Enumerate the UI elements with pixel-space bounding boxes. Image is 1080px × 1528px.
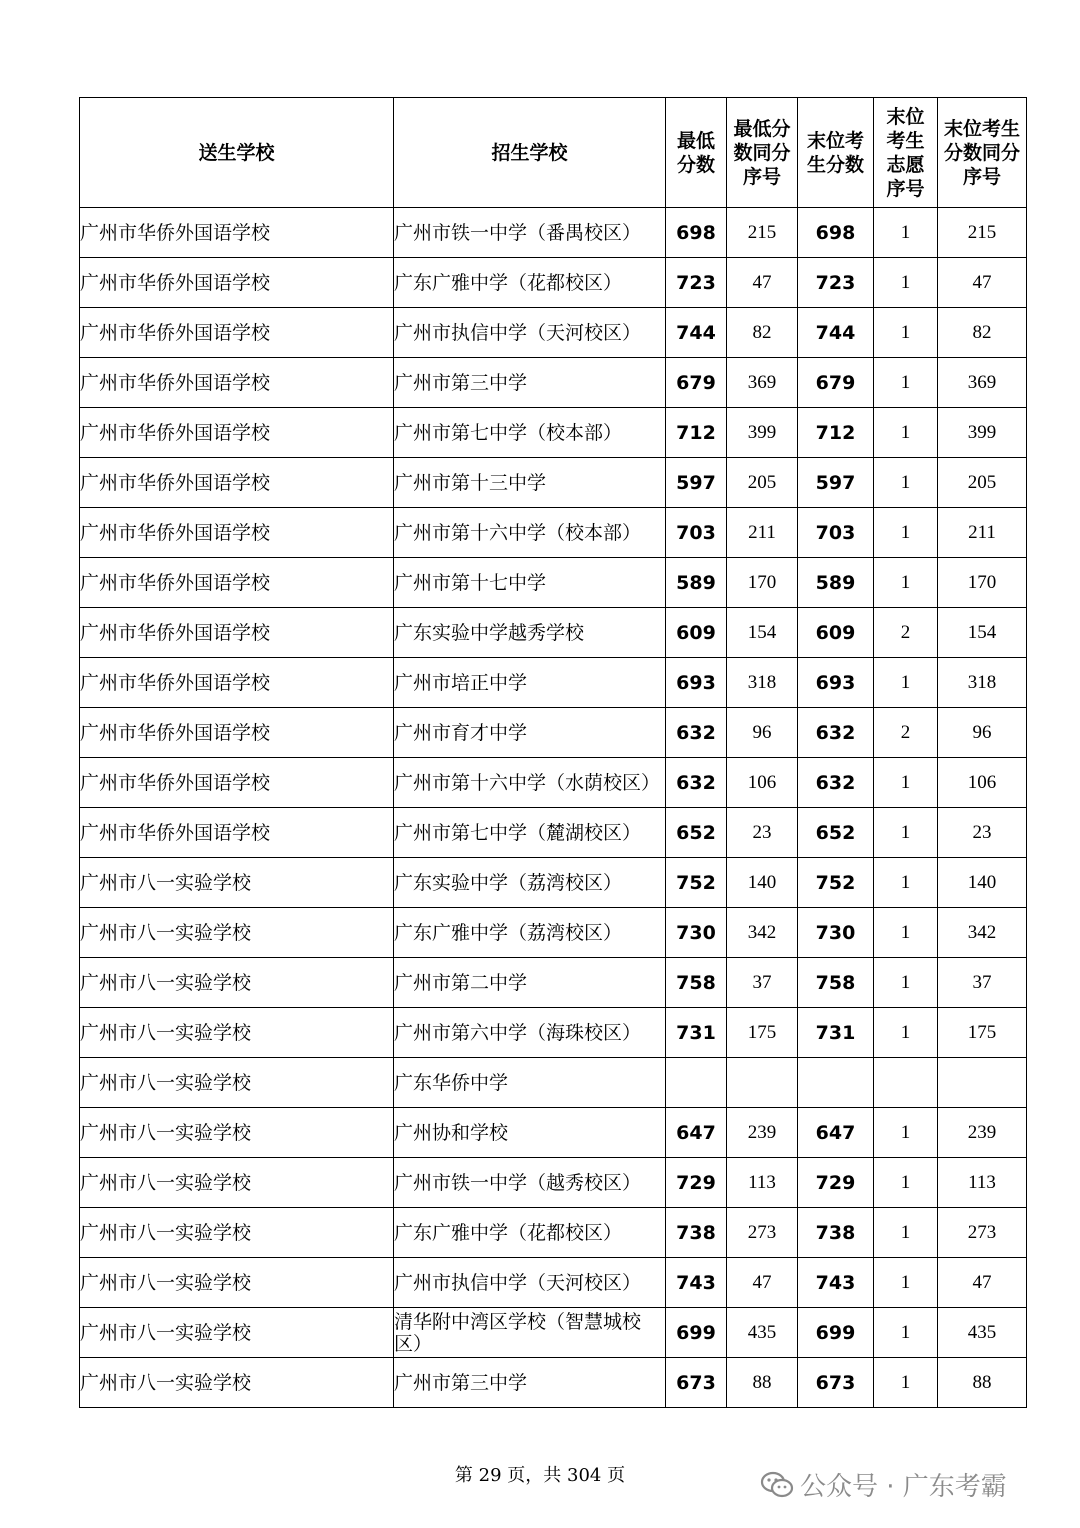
sending-school-cell: 广州市华侨外国语学校 bbox=[80, 208, 394, 258]
table-row bbox=[80, 858, 1027, 908]
table-row bbox=[80, 908, 1027, 958]
score-cell: 693 bbox=[798, 658, 874, 708]
score-cell: 2 bbox=[874, 608, 938, 658]
score-cell: 82 bbox=[727, 308, 798, 358]
column-header: 送生学校 bbox=[80, 98, 394, 208]
score-cell: 1 bbox=[874, 258, 938, 308]
table-row bbox=[80, 558, 1027, 608]
score-cell: 729 bbox=[666, 1158, 727, 1208]
sending-school-cell: 广州市八一实验学校 bbox=[80, 1358, 394, 1408]
sending-school-cell: 广州市八一实验学校 bbox=[80, 1008, 394, 1058]
score-cell: 435 bbox=[938, 1308, 1027, 1358]
sending-school-cell: 广州市华侨外国语学校 bbox=[80, 458, 394, 508]
sending-school-cell: 广州市八一实验学校 bbox=[80, 1208, 394, 1258]
score-cell: 211 bbox=[727, 508, 798, 558]
table-row bbox=[80, 458, 1027, 508]
score-cell: 1 bbox=[874, 1358, 938, 1408]
score-cell: 731 bbox=[798, 1008, 874, 1058]
table-row bbox=[80, 608, 1027, 658]
score-cell: 738 bbox=[666, 1208, 727, 1258]
score-cell: 632 bbox=[666, 708, 727, 758]
score-cell: 1 bbox=[874, 208, 938, 258]
sending-school-cell: 广州市华侨外国语学校 bbox=[80, 408, 394, 458]
table-row bbox=[80, 1158, 1027, 1208]
score-cell: 47 bbox=[938, 258, 1027, 308]
score-cell: 679 bbox=[666, 358, 727, 408]
wechat-icon bbox=[760, 1470, 794, 1500]
score-cell: 1 bbox=[874, 1108, 938, 1158]
score-cell: 47 bbox=[727, 1258, 798, 1308]
score-cell: 731 bbox=[666, 1008, 727, 1058]
score-cell: 37 bbox=[727, 958, 798, 1008]
score-cell bbox=[938, 1058, 1027, 1108]
admitting-school-cell: 广州市第十七中学 bbox=[394, 558, 666, 608]
score-cell: 273 bbox=[727, 1208, 798, 1258]
score-cell bbox=[727, 1058, 798, 1108]
score-cell: 435 bbox=[727, 1308, 798, 1358]
score-cell: 744 bbox=[798, 308, 874, 358]
score-cell bbox=[666, 1058, 727, 1108]
score-cell: 318 bbox=[938, 658, 1027, 708]
table-row bbox=[80, 1358, 1027, 1408]
admitting-school-cell: 广东广雅中学（荔湾校区） bbox=[394, 908, 666, 958]
admitting-school-cell: 广州市第三中学 bbox=[394, 1358, 666, 1408]
admitting-school-cell: 广州市第十三中学 bbox=[394, 458, 666, 508]
score-cell: 647 bbox=[798, 1108, 874, 1158]
score-cell: 1 bbox=[874, 758, 938, 808]
sending-school-cell: 广州市华侨外国语学校 bbox=[80, 708, 394, 758]
score-cell: 2 bbox=[874, 708, 938, 758]
admission-table bbox=[79, 97, 1027, 1408]
table-row bbox=[80, 1008, 1027, 1058]
sending-school-cell: 广州市华侨外国语学校 bbox=[80, 558, 394, 608]
sending-school-cell: 广州市华侨外国语学校 bbox=[80, 658, 394, 708]
score-cell: 632 bbox=[666, 758, 727, 808]
score-cell: 113 bbox=[727, 1158, 798, 1208]
sending-school-cell: 广州市华侨外国语学校 bbox=[80, 608, 394, 658]
score-cell: 758 bbox=[798, 958, 874, 1008]
table-row bbox=[80, 508, 1027, 558]
score-cell: 318 bbox=[727, 658, 798, 708]
admitting-school-cell: 广州市第二中学 bbox=[394, 958, 666, 1008]
score-cell: 211 bbox=[938, 508, 1027, 558]
score-cell: 1 bbox=[874, 1258, 938, 1308]
table-row bbox=[80, 1058, 1027, 1108]
admitting-school-cell: 广州市第十六中学（校本部） bbox=[394, 508, 666, 558]
table-row bbox=[80, 958, 1027, 1008]
score-cell: 1 bbox=[874, 1308, 938, 1358]
score-cell: 1 bbox=[874, 658, 938, 708]
score-cell: 752 bbox=[798, 858, 874, 908]
score-cell: 723 bbox=[798, 258, 874, 308]
score-cell: 632 bbox=[798, 758, 874, 808]
score-cell: 589 bbox=[798, 558, 874, 608]
score-cell: 88 bbox=[727, 1358, 798, 1408]
score-cell: 369 bbox=[727, 358, 798, 408]
admitting-school-cell: 广州市铁一中学（番禺校区） bbox=[394, 208, 666, 258]
score-cell: 609 bbox=[798, 608, 874, 658]
score-cell: 1 bbox=[874, 458, 938, 508]
score-cell: 743 bbox=[666, 1258, 727, 1308]
table-row bbox=[80, 408, 1027, 458]
column-header: 最低 分数 bbox=[666, 98, 727, 208]
admitting-school-cell: 广东实验中学（荔湾校区） bbox=[394, 858, 666, 908]
admitting-school-cell: 广州市第七中学（校本部） bbox=[394, 408, 666, 458]
column-header: 末位考 生分数 bbox=[798, 98, 874, 208]
sending-school-cell: 广州市华侨外国语学校 bbox=[80, 758, 394, 808]
score-cell: 730 bbox=[666, 908, 727, 958]
score-cell: 47 bbox=[727, 258, 798, 308]
admitting-school-cell: 广东广雅中学（花都校区） bbox=[394, 1208, 666, 1258]
score-cell: 632 bbox=[798, 708, 874, 758]
score-cell: 37 bbox=[938, 958, 1027, 1008]
score-cell: 1 bbox=[874, 958, 938, 1008]
admitting-school-cell: 清华附中湾区学校（智慧城校区） bbox=[394, 1308, 666, 1358]
sending-school-cell: 广州市八一实验学校 bbox=[80, 1258, 394, 1308]
score-cell: 399 bbox=[938, 408, 1027, 458]
score-cell: 752 bbox=[666, 858, 727, 908]
table-row bbox=[80, 208, 1027, 258]
score-cell: 88 bbox=[938, 1358, 1027, 1408]
admitting-school-cell: 广州市执信中学（天河校区） bbox=[394, 308, 666, 358]
score-cell: 693 bbox=[666, 658, 727, 708]
score-cell: 730 bbox=[798, 908, 874, 958]
score-cell: 342 bbox=[727, 908, 798, 958]
table-row bbox=[80, 358, 1027, 408]
score-cell: 652 bbox=[666, 808, 727, 858]
score-cell: 140 bbox=[727, 858, 798, 908]
score-cell: 47 bbox=[938, 1258, 1027, 1308]
score-cell: 1 bbox=[874, 1208, 938, 1258]
admitting-school-cell: 广州市第六中学（海珠校区） bbox=[394, 1008, 666, 1058]
score-cell: 1 bbox=[874, 808, 938, 858]
sending-school-cell: 广州市八一实验学校 bbox=[80, 1308, 394, 1358]
score-cell: 744 bbox=[666, 308, 727, 358]
score-cell: 96 bbox=[727, 708, 798, 758]
score-cell: 673 bbox=[798, 1358, 874, 1408]
score-cell: 23 bbox=[938, 808, 1027, 858]
score-cell: 703 bbox=[798, 508, 874, 558]
score-cell: 170 bbox=[727, 558, 798, 608]
score-cell: 1 bbox=[874, 308, 938, 358]
score-cell: 1 bbox=[874, 1008, 938, 1058]
admitting-school-cell: 广州市培正中学 bbox=[394, 658, 666, 708]
score-cell: 698 bbox=[666, 208, 727, 258]
sending-school-cell: 广州市华侨外国语学校 bbox=[80, 808, 394, 858]
table-row bbox=[80, 1208, 1027, 1258]
table-row bbox=[80, 258, 1027, 308]
score-cell: 723 bbox=[666, 258, 727, 308]
watermark-text: 公众号 · 广东考霸 bbox=[800, 1472, 1007, 1502]
page-number: 第 29 页，共 304 页 bbox=[454, 1465, 626, 1486]
score-cell: 140 bbox=[938, 858, 1027, 908]
table-row bbox=[80, 1108, 1027, 1158]
score-cell: 96 bbox=[938, 708, 1027, 758]
sending-school-cell: 广州市华侨外国语学校 bbox=[80, 258, 394, 308]
score-cell: 23 bbox=[727, 808, 798, 858]
column-header: 末位 考生 志愿 序号 bbox=[874, 98, 938, 208]
score-cell bbox=[874, 1058, 938, 1108]
score-cell: 239 bbox=[727, 1108, 798, 1158]
score-cell: 729 bbox=[798, 1158, 874, 1208]
score-cell: 1 bbox=[874, 1158, 938, 1208]
score-cell: 743 bbox=[798, 1258, 874, 1308]
score-cell: 215 bbox=[727, 208, 798, 258]
score-cell: 699 bbox=[666, 1308, 727, 1358]
score-cell: 175 bbox=[938, 1008, 1027, 1058]
score-cell: 205 bbox=[938, 458, 1027, 508]
score-cell: 106 bbox=[938, 758, 1027, 808]
score-cell: 1 bbox=[874, 508, 938, 558]
table-row bbox=[80, 1258, 1027, 1308]
score-cell: 1 bbox=[874, 558, 938, 608]
admitting-school-cell: 广东实验中学越秀学校 bbox=[394, 608, 666, 658]
score-cell: 175 bbox=[727, 1008, 798, 1058]
score-cell: 712 bbox=[798, 408, 874, 458]
admitting-school-cell: 广东华侨中学 bbox=[394, 1058, 666, 1108]
table-header-row bbox=[80, 98, 1027, 208]
sending-school-cell: 广州市八一实验学校 bbox=[80, 1058, 394, 1108]
score-cell: 342 bbox=[938, 908, 1027, 958]
score-cell: 239 bbox=[938, 1108, 1027, 1158]
column-header: 最低分 数同分 序号 bbox=[727, 98, 798, 208]
score-cell: 106 bbox=[727, 758, 798, 808]
score-cell: 170 bbox=[938, 558, 1027, 608]
score-cell: 154 bbox=[727, 608, 798, 658]
watermark bbox=[760, 1466, 1007, 1503]
table-row bbox=[80, 1308, 1027, 1358]
score-cell: 698 bbox=[798, 208, 874, 258]
sending-school-cell: 广州市八一实验学校 bbox=[80, 958, 394, 1008]
table-row bbox=[80, 658, 1027, 708]
score-cell: 703 bbox=[666, 508, 727, 558]
score-cell: 738 bbox=[798, 1208, 874, 1258]
score-cell: 589 bbox=[666, 558, 727, 608]
sending-school-cell: 广州市八一实验学校 bbox=[80, 908, 394, 958]
score-cell: 647 bbox=[666, 1108, 727, 1158]
score-cell: 205 bbox=[727, 458, 798, 508]
score-cell: 113 bbox=[938, 1158, 1027, 1208]
sending-school-cell: 广州市八一实验学校 bbox=[80, 858, 394, 908]
table-row bbox=[80, 758, 1027, 808]
score-cell: 652 bbox=[798, 808, 874, 858]
score-cell: 369 bbox=[938, 358, 1027, 408]
score-cell: 597 bbox=[666, 458, 727, 508]
sending-school-cell: 广州市华侨外国语学校 bbox=[80, 508, 394, 558]
table-row bbox=[80, 308, 1027, 358]
admitting-school-cell: 广东广雅中学（花都校区） bbox=[394, 258, 666, 308]
score-cell: 399 bbox=[727, 408, 798, 458]
score-cell: 82 bbox=[938, 308, 1027, 358]
column-header: 末位考生 分数同分 序号 bbox=[938, 98, 1027, 208]
sending-school-cell: 广州市八一实验学校 bbox=[80, 1108, 394, 1158]
column-header: 招生学校 bbox=[394, 98, 666, 208]
score-cell: 1 bbox=[874, 858, 938, 908]
score-cell bbox=[798, 1058, 874, 1108]
admitting-school-cell: 广州市执信中学（天河校区） bbox=[394, 1258, 666, 1308]
admitting-school-cell: 广州协和学校 bbox=[394, 1108, 666, 1158]
score-cell: 273 bbox=[938, 1208, 1027, 1258]
score-cell: 215 bbox=[938, 208, 1027, 258]
admitting-school-cell: 广州市第十六中学（水荫校区） bbox=[394, 758, 666, 808]
score-cell: 1 bbox=[874, 408, 938, 458]
table-row bbox=[80, 708, 1027, 758]
admitting-school-cell: 广州市铁一中学（越秀校区） bbox=[394, 1158, 666, 1208]
score-cell: 712 bbox=[666, 408, 727, 458]
score-cell: 609 bbox=[666, 608, 727, 658]
score-cell: 154 bbox=[938, 608, 1027, 658]
table-row bbox=[80, 808, 1027, 858]
admitting-school-cell: 广州市育才中学 bbox=[394, 708, 666, 758]
sending-school-cell: 广州市华侨外国语学校 bbox=[80, 308, 394, 358]
score-cell: 679 bbox=[798, 358, 874, 408]
score-cell: 673 bbox=[666, 1358, 727, 1408]
score-cell: 597 bbox=[798, 458, 874, 508]
score-cell: 699 bbox=[798, 1308, 874, 1358]
sending-school-cell: 广州市华侨外国语学校 bbox=[80, 358, 394, 408]
score-cell: 758 bbox=[666, 958, 727, 1008]
score-cell: 1 bbox=[874, 358, 938, 408]
score-cell: 1 bbox=[874, 908, 938, 958]
admitting-school-cell: 广州市第七中学（麓湖校区） bbox=[394, 808, 666, 858]
admitting-school-cell: 广州市第三中学 bbox=[394, 358, 666, 408]
sending-school-cell: 广州市八一实验学校 bbox=[80, 1158, 394, 1208]
